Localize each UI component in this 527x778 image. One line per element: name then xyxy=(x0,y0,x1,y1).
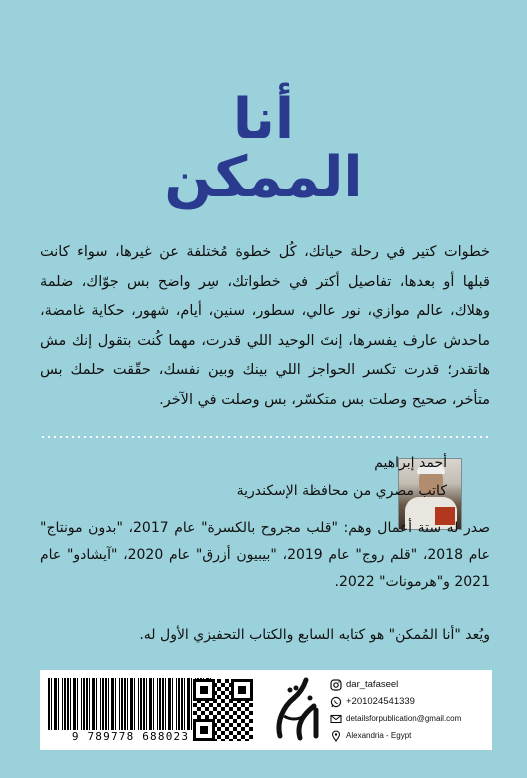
synopsis-text: خطوات كتير في رحلة حياتك، كُل خطوة مُختلفة عن غيرها، سواء كانت قبلها أو بعدها، تفاصيل أكتر في خطواتك، سِر واضح بس جوّاك، ضلمة وهلاك، عالم موازي، نور عالي، سطور، سنين، أيام، شهور، حكاية غامضة، ماحدش عارف يفسرها، إنتَ الوحيد اللي قدرت، مهما كُنت بتقول إنك مش هاتقدر؛ قدرت تكسر الحواجز اللي بينك وبين نفسك، حقّقت حلمك بس متأخر، صحيح وصلت بس متكسّر، بس وصلت في الآخر. xyxy=(40,244,490,408)
contact-email-text: detailsforpublication@gmail.com xyxy=(346,714,462,723)
author-closing: ويُعد "أنا المُمكن" هو كتابه السابع والكتاب التحفيزي الأول له. xyxy=(139,627,490,643)
author-works: صدر له ستة أعمال وهم: "قلب مجروح بالكسرة" عام 2017، "بدون مونتاج" عام 2018، "قلم روج" عام 2019، "بيبيون أزرق" عام 2020، "آيشادو" عام 2021 و"هرمونات" 2022. xyxy=(40,520,490,590)
contact-location xyxy=(330,727,490,744)
publisher-logo xyxy=(270,676,328,744)
qr-code xyxy=(193,679,253,741)
contact-email[interactable] xyxy=(330,710,490,727)
contact-whatsapp-text: +201024541339 xyxy=(346,696,415,707)
instagram-icon xyxy=(330,679,342,691)
whatsapp-icon xyxy=(330,696,342,708)
location-icon xyxy=(330,730,342,742)
email-icon xyxy=(330,713,342,725)
contact-instagram-text: dar_tafaseel xyxy=(346,679,399,690)
contact-instagram[interactable] xyxy=(330,676,490,693)
contact-whatsapp[interactable] xyxy=(330,693,490,710)
author-bio: كاتب مصري من محافظة الإسكندرية xyxy=(236,483,447,499)
contact-list xyxy=(330,676,490,744)
dotted-divider xyxy=(40,436,492,438)
book-title-line-2: الممكن xyxy=(164,145,363,210)
isbn-barcode xyxy=(48,678,213,730)
isbn-number: 9 789778 688023 xyxy=(71,730,190,743)
author-name: أحمد إبراهيم xyxy=(374,455,447,471)
contact-location-text: Alexandria - Egypt xyxy=(346,731,412,740)
footer-panel xyxy=(40,670,492,750)
book-title-line-1: أنا xyxy=(232,87,295,152)
